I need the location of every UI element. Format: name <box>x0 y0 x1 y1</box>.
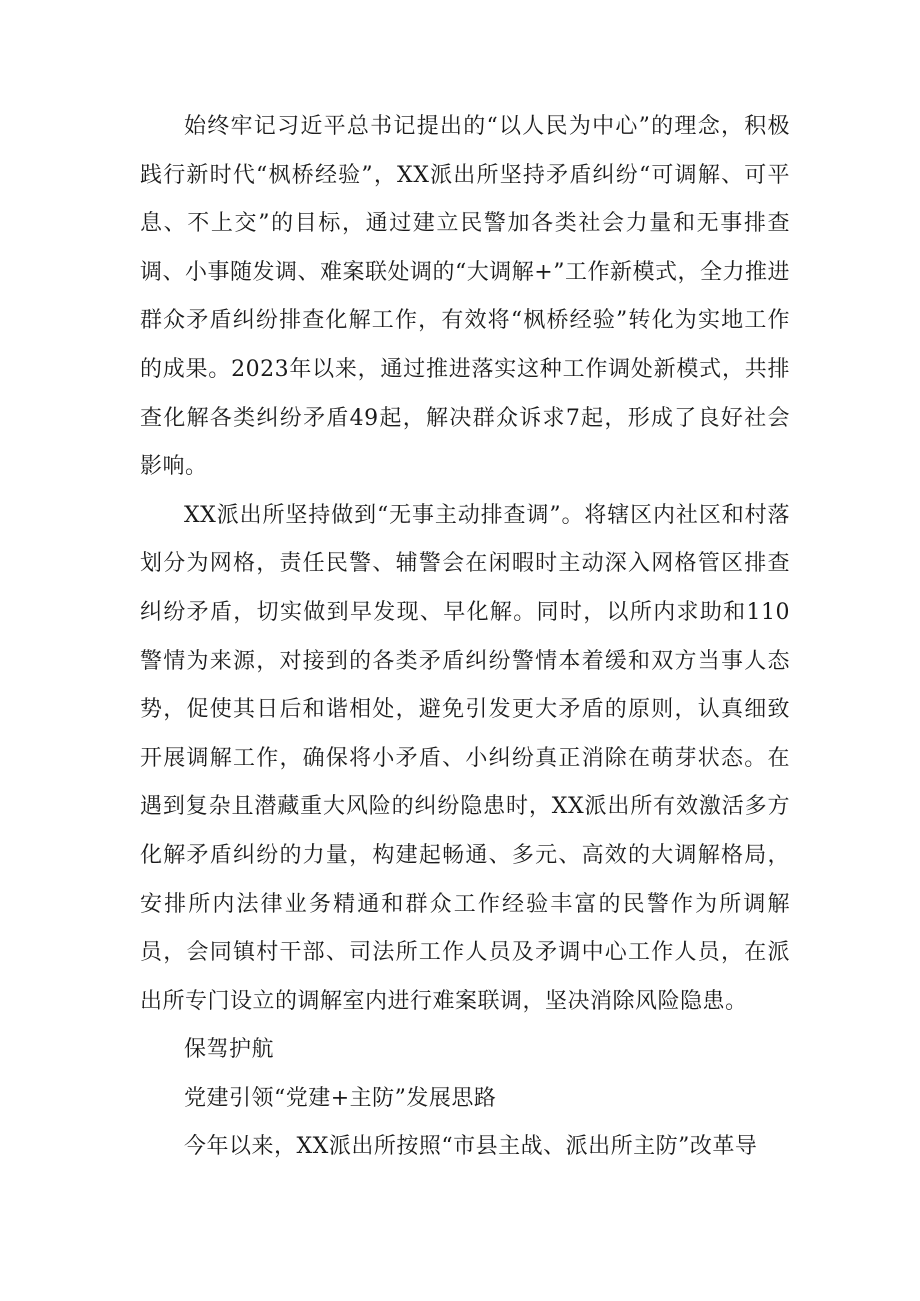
document-body <box>140 103 790 1172</box>
section-heading-2: 党建引领“党建+主防”发展思路 <box>184 1085 497 1111</box>
paragraph-3: 今年以来，XX派出所按照“市县主战、派出所主防”改革导 <box>184 1134 758 1160</box>
paragraph-2: XX派出所坚持做到“无事主动排查调”。将辖区内社区和村落划分为网格，责任民警、辅警会在闲暇时主动深入网格管区排查纠纷矛盾，切实做到早发现、早化解。同时，以所内求助和110警情为来源，对接到的各类矛盾纠纷警情本着缓和双方当事人态势，促使其日后和谐相处，避免引发更大矛盾的原则，认真细致开展调解工作，确保将小矛盾、小纠纷真正消除在萌芽状态。在遇到复杂且潜藏重大风险的纠纷隐患时，XX派出所有效激活多方化解矛盾纠纷的力量，构建起畅通、多元、高效的大调解格局，安排所内法律业务精通和群众工作经验丰富的民警作为所调解员，会同镇村干部、司法所工作人员及矛调中心工作人员，在派出所专门设立的调解室内进行难案联调，坚决消除风险隐患。 <box>140 502 790 1014</box>
paragraph-1: 始终牢记习近平总书记提出的“以人民为中心”的理念，积极践行新时代“枫桥经验”，XX派出所坚持矛盾纠纷“可调解、可平息、不上交”的目标，通过建立民警加各类社会力量和无事排查调、小事随发调、难案联处调的“大调解+”工作新模式，全力推进群众矛盾纠纷排查化解工作，有效将“枫桥经验”转化为实地工作的成果。2023年以来，通过推进落实这种工作调处新模式，共排查化解各类纠纷矛盾49起，解决群众诉求7起，形成了良好社会影响。 <box>140 114 790 480</box>
section-heading-1: 保驾护航 <box>184 1037 275 1063</box>
